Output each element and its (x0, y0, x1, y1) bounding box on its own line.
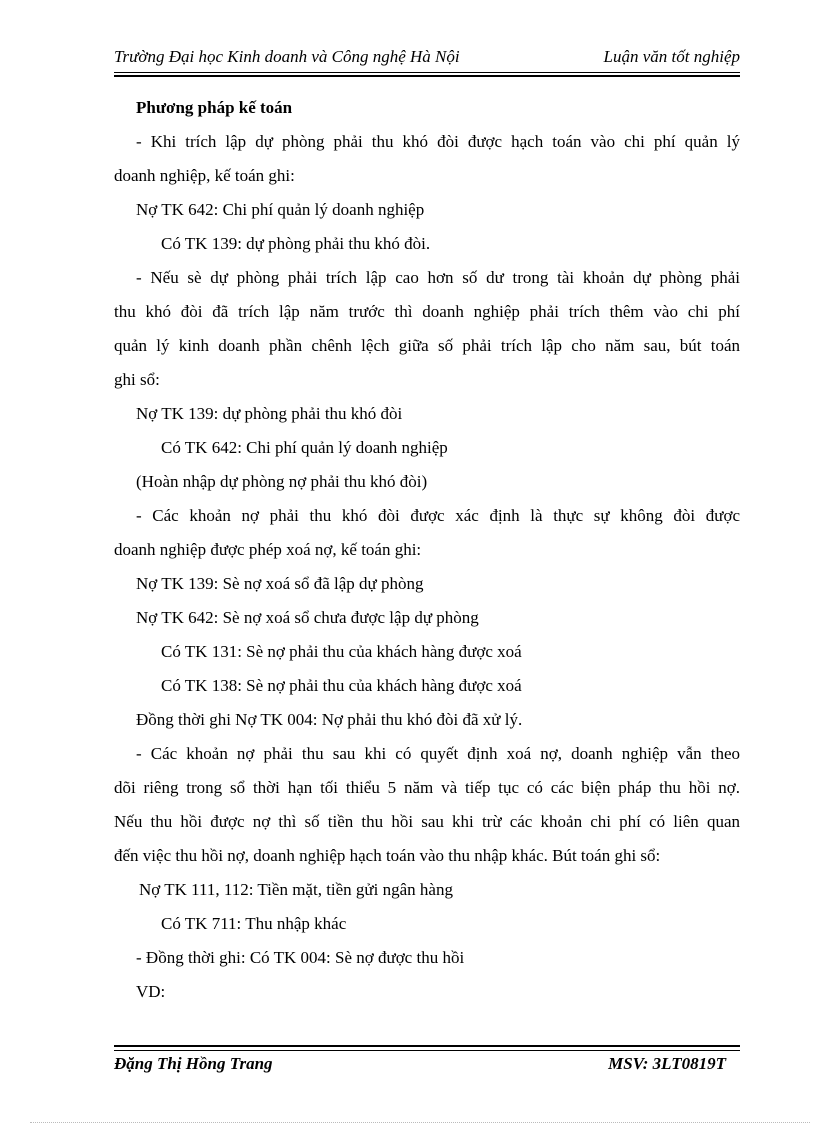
paragraph-line: dõi riêng trong sổ thời hạn tối thiểu 5 năm và tiếp tục có các biện pháp thu hồi nợ. (114, 778, 740, 797)
section-title: Phương pháp kế toán (136, 98, 293, 117)
page-body (114, 91, 740, 1009)
page-footer (114, 1054, 740, 1078)
page-header (114, 47, 740, 71)
credit-entry: Có TK 642: Chi phí quản lý doanh nghiệp (161, 438, 448, 457)
paragraph-line: Nếu thu hồi được nợ thì số tiền thu hồi sau khi trừ các khoản chi phí có liên quan (114, 812, 740, 831)
paragraph-line: doanh nghiệp được phép xoá nợ, kế toán ghi: (114, 540, 422, 559)
debit-entry: Đồng thời ghi Nợ TK 004: Nợ phải thu khó đòi đã xử lý. (136, 710, 523, 729)
paragraph-line: quản lý kinh doanh phần chênh lệch giữa số phải trích lập cho năm sau, bút toán (114, 336, 740, 355)
student-id: MSV: 3LT0819T (608, 1054, 726, 1073)
header-rule (114, 72, 740, 77)
paragraph-line: - Các khoản nợ phải thu sau khi có quyết định xoá nợ, doanh nghiệp vẫn theo (136, 744, 740, 763)
credit-entry: Có TK 139: dự phòng phải thu khó đòi. (161, 234, 431, 253)
paragraph-line: - Các khoản nợ phải thu khó đòi được xác định là thực sự không đòi được (136, 506, 740, 525)
debit-entry: Nợ TK 139: Sè nợ xoá sổ đã lập dự phòng (136, 574, 424, 593)
debit-entry: Nợ TK 111, 112: Tiền mặt, tiền gửi ngân hàng (139, 880, 453, 899)
debit-entry: Nợ TK 642: Sè nợ xoá sổ chưa được lập dự phòng (136, 608, 479, 627)
paragraph-line: thu khó đòi đã trích lập năm trước thì doanh nghiệp phải trích thêm vào chi phí (114, 302, 740, 321)
paragraph-line: - Nếu sè dự phòng phải trích lập cao hơn số dư trong tài khoản dự phòng phải (136, 268, 740, 287)
paragraph-line: - Khi trích lập dự phòng phải thu khó đòi được hạch toán vào chi phí quản lý (136, 132, 740, 151)
credit-entry: Có TK 711: Thu nhập khác (161, 914, 347, 933)
author-name: Đặng Thị Hồng Trang (114, 1054, 273, 1073)
footer-rule (114, 1045, 740, 1051)
document-type: Luận văn tốt nghiệp (603, 47, 740, 66)
paragraph-line: doanh nghiệp, kế toán ghi: (114, 166, 295, 185)
paragraph-line: - Đồng thời ghi: Có TK 004: Sè nợ được thu hồi (136, 948, 465, 967)
credit-entry: Có TK 131: Sè nợ phải thu của khách hàng được xoá (161, 642, 522, 661)
debit-entry: Nợ TK 642: Chi phí quản lý doanh nghiệp (136, 200, 425, 219)
paragraph-line: ghi sổ: (114, 370, 160, 389)
paragraph-line: đến việc thu hồi nợ, doanh nghiệp hạch toán vào thu nhập khác. Bút toán ghi sổ: (114, 846, 661, 865)
debit-entry: Nợ TK 139: dự phòng phải thu khó đòi (136, 404, 403, 423)
note-line: (Hoàn nhập dự phòng nợ phải thu khó đòi) (136, 472, 428, 491)
example-label: VD: (136, 982, 166, 1001)
credit-entry: Có TK 138: Sè nợ phải thu của khách hàng được xoá (161, 676, 522, 695)
university-name: Trường Đại học Kinh doanh và Công nghệ Hà Nội (114, 47, 460, 66)
